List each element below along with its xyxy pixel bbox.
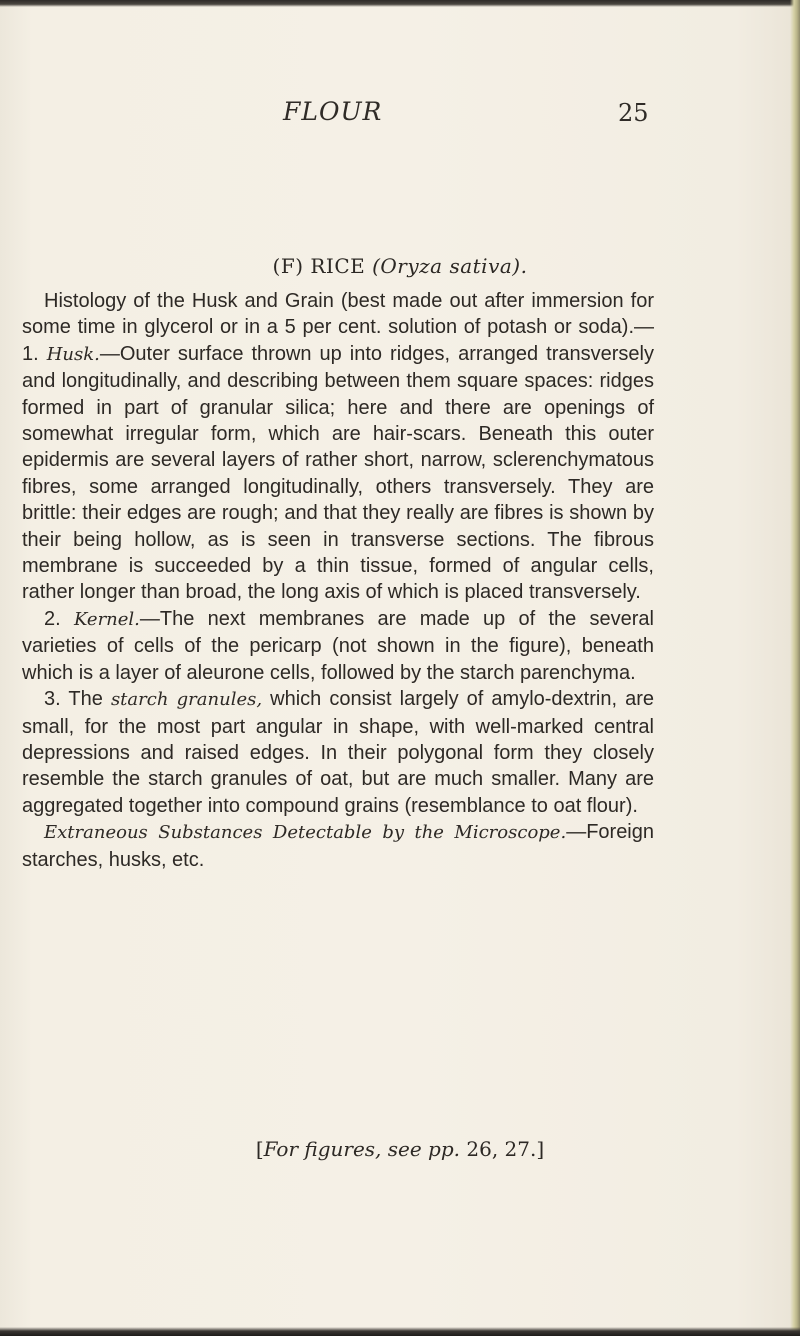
- histology-lead: Histology of the Husk and Grain: [44, 290, 334, 312]
- page-bottom-edge: [0, 1327, 800, 1336]
- kernel-number: 2.: [44, 607, 74, 630]
- starch-body: which consist largely of amylo-dextrin, are small, for the most part angular in shape, with well-marked central depressions and raised edges. In their polygonal form they closely resemble the starch granules of oat, but are much smaller. Many are aggregated together into compound grains (resemblance to oat flour).: [22, 688, 654, 817]
- section-label: (F) RICE: [272, 254, 366, 278]
- extraneous-label: Extraneous Substances Detectable by the Microscope.: [44, 822, 567, 844]
- section-title: [0, 254, 800, 278]
- paragraph-kernel: [22, 606, 654, 686]
- figures-footnote: [0, 1137, 800, 1161]
- body-text: [22, 288, 654, 873]
- footnote-open-bracket: [: [255, 1137, 264, 1161]
- kernel-body: —The next membranes are made up of the several varieties of cells of the pericarp (not shown in the figure), beneath which is a layer of aleurone cells, followed by the starch parenchyma.: [22, 607, 654, 684]
- footnote-text: For figures, see pp.: [263, 1137, 461, 1161]
- kernel-label: Kernel.: [73, 608, 140, 630]
- husk-body: —Outer surface thrown up into ridges, arranged transversely and longitudinally, and describing between them square spaces: ridges formed in part of granular silica; here and there are openings of somewhat irregular form, which are hair-scars. Beneath this outer epidermis are several layers of rather short, narrow, sclerenchymatous fibres, some arranged longitudinally, others transversely. They are brittle: their edges are rough; and that they really are fibres is shown by their being hollow, as is seen in transverse sections. The fibrous membrane is succeeded by a thin tissue, formed of angular cells, rather longer than broad, the long axis of which is placed transversely.: [22, 342, 654, 604]
- page-header: [0, 97, 800, 137]
- running-title: FLOUR: [283, 97, 383, 126]
- extraneous-body: —Foreign starches, husks, etc.: [22, 821, 654, 871]
- starch-label: starch granules,: [110, 689, 263, 711]
- starch-number: 3. The: [44, 688, 111, 711]
- section-latin-name: (Oryza sativa).: [372, 254, 528, 278]
- paragraph-extraneous: [22, 819, 654, 873]
- husk-label: Husk.: [46, 343, 100, 365]
- page-number: 25: [618, 99, 649, 127]
- paragraph-histology: [22, 288, 654, 606]
- footnote-pages: 26, 27.]: [460, 1137, 545, 1161]
- page-top-edge: [0, 0, 800, 7]
- page-right-edge: [790, 0, 800, 1336]
- histology-body: (best made out after immersion for some time in glycerol or in a 5 per cent. solution of potash or soda).—1.: [22, 290, 654, 365]
- paragraph-starch: [22, 686, 654, 819]
